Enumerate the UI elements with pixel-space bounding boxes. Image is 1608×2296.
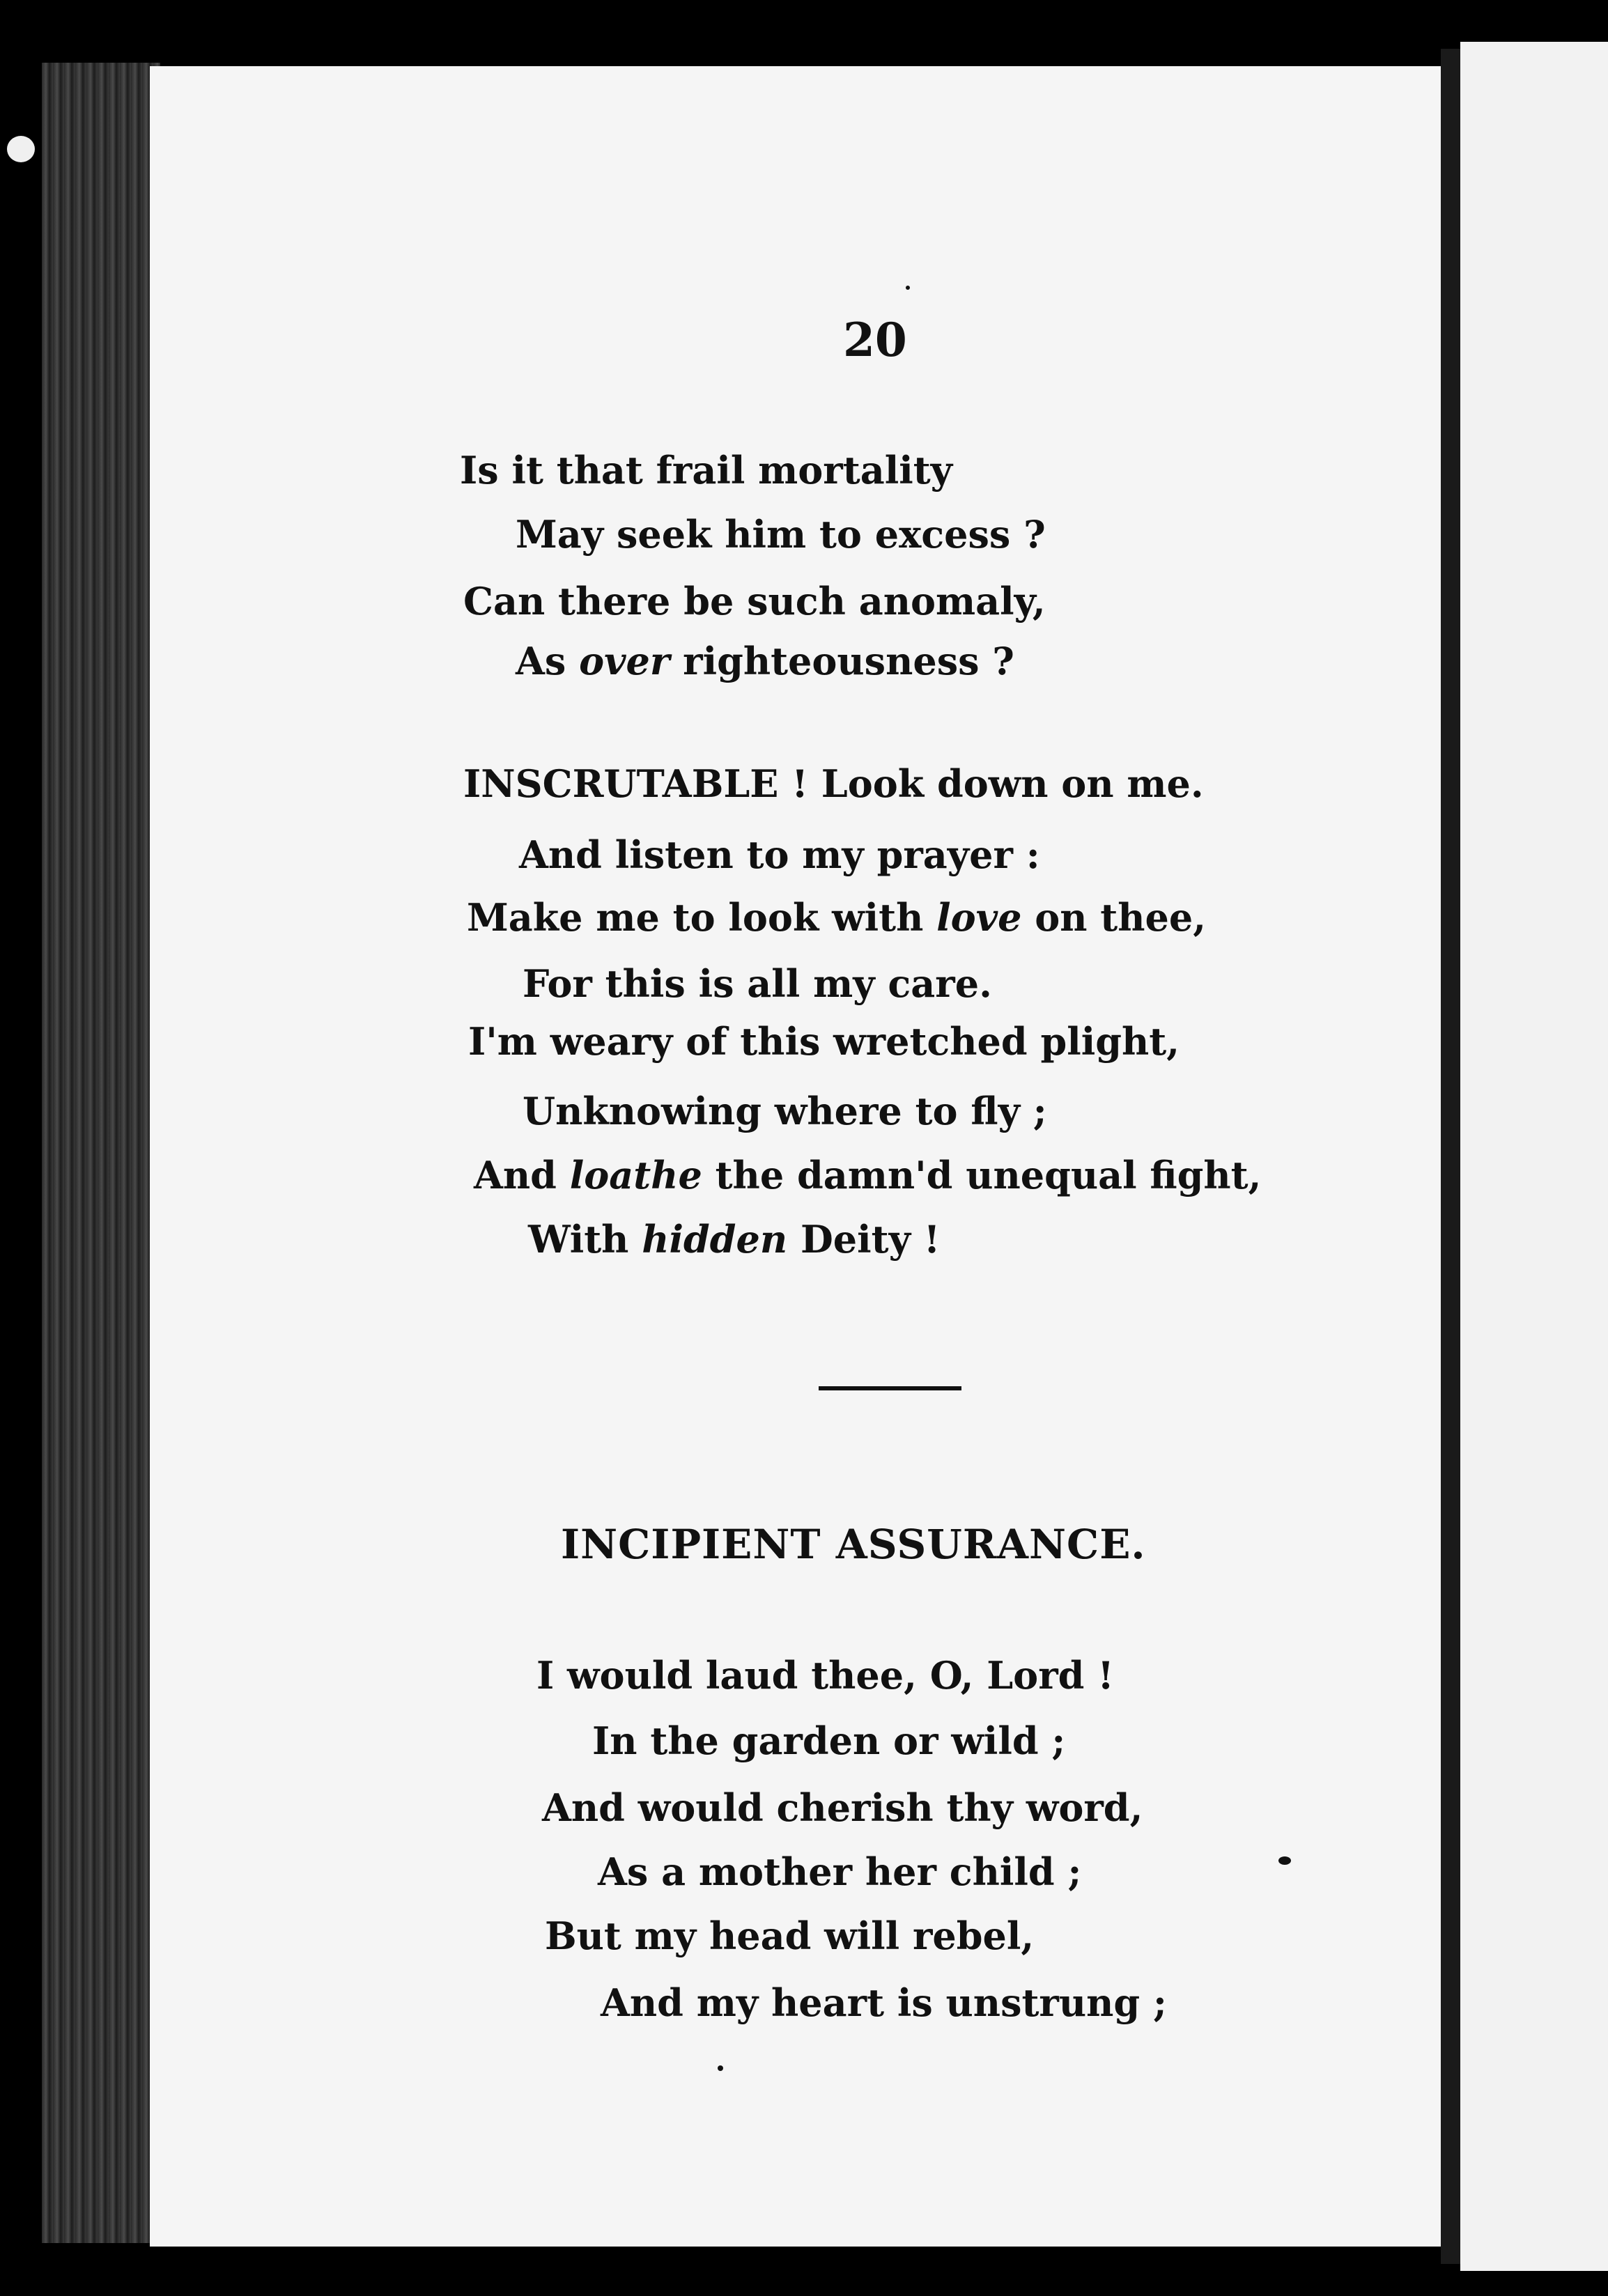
poem-line: Make me to look with love on thee, (467, 895, 1207, 940)
facing-page-edge (1460, 42, 1608, 2271)
book-page-edges (42, 63, 160, 2243)
ink-speck (906, 286, 910, 290)
poem-line: May seek him to excess ? (516, 512, 1046, 557)
section-title: INCIPIENT ASSURANCE. (561, 1521, 1146, 1568)
poem-line: As over righteousness ? (516, 639, 1014, 683)
poem-line: In the garden or wild ; (592, 1719, 1066, 1763)
poem-line: And listen to my prayer : (519, 832, 1040, 877)
poem-line: I would laud thee, O, Lord ! (536, 1653, 1114, 1698)
stanza-opening-line: INSCRUTABLE ! Look down on me. (463, 761, 1204, 806)
ink-speck (7, 136, 35, 162)
poem-line: But my head will rebel, (545, 1914, 1035, 1958)
poem-line: Unknowing where to fly ; (523, 1089, 1047, 1133)
poem-line: Is it that frail mortality (460, 448, 953, 492)
ink-speck (1278, 1856, 1291, 1865)
poem-line: As a mother her child ; (598, 1849, 1082, 1894)
book-gutter (1441, 49, 1460, 2264)
page-number: 20 (843, 313, 907, 367)
poem-line: And loathe the damn'd unequal fight, (474, 1153, 1262, 1197)
poem-line: And would cherish thy word, (542, 1785, 1143, 1830)
ink-speck (718, 2065, 723, 2071)
section-divider (819, 1386, 961, 1390)
poem-line: Can there be such anomaly, (463, 579, 1046, 623)
poem-line: And my heart is unstrung ; (601, 1980, 1167, 2025)
poem-line: I'm weary of this wretched plight, (468, 1019, 1180, 1064)
poem-line: With hidden Deity ! (528, 1217, 941, 1262)
poem-line: For this is all my care. (523, 961, 992, 1006)
